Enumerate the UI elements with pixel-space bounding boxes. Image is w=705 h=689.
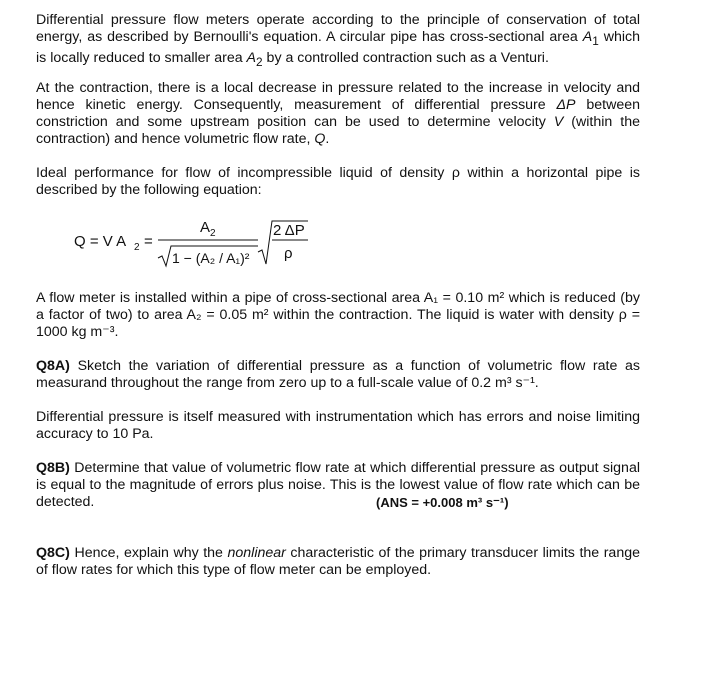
question-8b: Q8B) Determine that value of volumetric flow rate at which differential pressure as output signal is equal to the magnitude of errors plus noise. This is the lowest value of flow rate which can be detected. [36, 460, 640, 510]
intro-paragraph: Differential pressure flow meters operate according to the principle of conservation of total energy, as described by Bernoulli's equation. A circular pipe has cross-sectional area $A_1$ which is locally reduced to smaller area $A_2$ by a controlled contraction such as a Venturi. [36, 12, 641, 69]
root-denominator: ρ [284, 245, 293, 262]
equation-numerator-sub: 2 [210, 228, 216, 239]
question-8c: Q8C) Hence, explain why the nonlinear characteristic of the primary transducer limits the range of flow rates for which this type of flow meter can be employed. [36, 545, 640, 578]
accuracy-paragraph: Differential pressure is itself measured with instrumentation which has errors and noise limiting accuracy to 10 Pa. [36, 409, 640, 442]
contraction-paragraph: At the contraction, there is a local decrease in pressure related to the increase in velocity and hence kinetic energy. Consequently, measurement of differential pressure ΔP between constriction and some upstream position can be used to determine velocity V (within the contraction) and hence volumetric flow rate, Q. [36, 80, 640, 147]
question-8a: Q8A) Sketch the variation of differential pressure as a function of volumetric flow rate as measurand throughout the range from zero up to a full-scale value of 0.2 m³ s⁻¹. [36, 358, 640, 391]
ideal-performance-paragraph: Ideal performance for flow of incompressible liquid of density ρ within a horizontal pipe is described by the following equation: [36, 165, 640, 198]
equation-lhs: Q = V A [74, 233, 127, 250]
equation-numerator: A [200, 219, 211, 236]
equation-lhs-sub: 2 [134, 242, 140, 253]
flow-equation [72, 216, 322, 272]
answer-8b: (ANS = +0.008 m³ s⁻¹) [376, 495, 509, 510]
root-numerator: 2 ΔP [273, 222, 305, 239]
equation-denominator: 1 − (A₂ / A₁)² [172, 250, 250, 266]
equation-svg [72, 216, 322, 272]
equation-equals: = [144, 233, 153, 250]
flow-meter-paragraph: A flow meter is installed within a pipe of cross-sectional area A₁ = 0.10 m² which is reduced (by a factor of two) to area A₂ = 0.05 m² within the contraction. The liquid is water with density ρ = 1000 kg m⁻³. [36, 290, 640, 340]
